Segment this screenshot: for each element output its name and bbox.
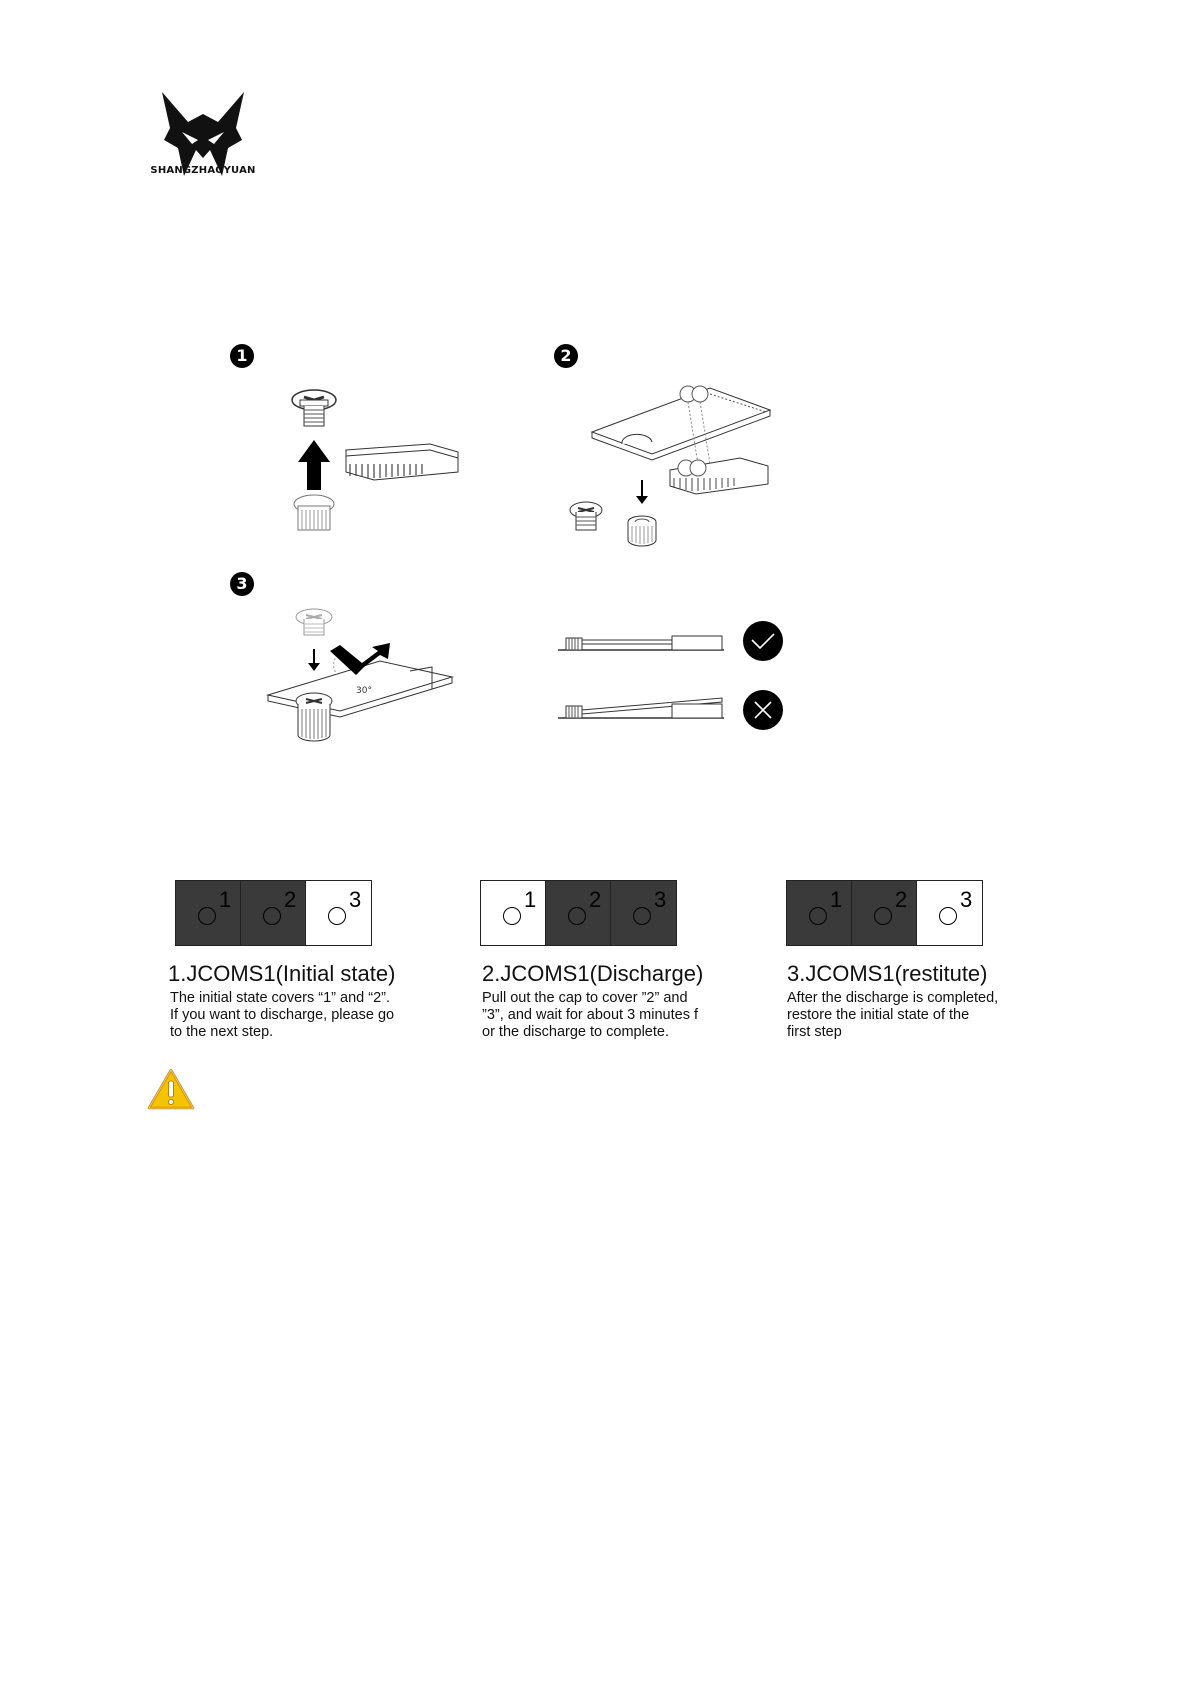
jumper-pin-cell xyxy=(306,881,371,945)
pin-number: 2 xyxy=(895,887,908,912)
pin-number: 1 xyxy=(219,887,232,912)
angle-label: 30° xyxy=(356,686,372,696)
pin-circle-icon xyxy=(568,907,586,925)
correct-side-view xyxy=(556,622,726,656)
jumper-pin-cell xyxy=(241,881,306,945)
desc-line: The initial state covers “1” and “2”. xyxy=(170,990,391,1006)
jumper-pin-cell xyxy=(611,881,676,945)
desc-line: or the discharge to complete. xyxy=(482,1024,669,1040)
desc-line: If you want to discharge, please go xyxy=(170,1007,395,1023)
desc-line: first step xyxy=(787,1024,842,1040)
jumper-pin-cell xyxy=(481,881,546,945)
pin-circle-icon xyxy=(503,907,521,925)
pin-number: 3 xyxy=(960,887,973,912)
brand-name: SHANGZHAOYUAN xyxy=(150,165,256,176)
jumper-diagram-discharge xyxy=(480,880,677,946)
state-desc-discharge xyxy=(482,990,752,1041)
pin-number: 3 xyxy=(349,887,362,912)
pin-circle-icon xyxy=(874,907,892,925)
incorrect-side-view xyxy=(556,690,726,724)
state-desc-restitute xyxy=(787,990,1057,1041)
jumper-diagram-restitute xyxy=(786,880,983,946)
check-icon xyxy=(742,620,784,662)
pin-number: 1 xyxy=(830,887,843,912)
pin-circle-icon xyxy=(809,907,827,925)
jumper-pin-cell xyxy=(176,881,241,945)
step-1-badge: 1 xyxy=(230,344,254,368)
desc-line: Pull out the cap to cover ”2” and xyxy=(482,990,688,1006)
step-3-badge: 3 xyxy=(230,572,254,596)
desc-line: After the discharge is completed, xyxy=(787,990,999,1006)
pin-circle-icon xyxy=(939,907,957,925)
jumper-pin-cell xyxy=(787,881,852,945)
pin-number: 2 xyxy=(589,887,602,912)
pin-circle-icon xyxy=(633,907,651,925)
desc-line: ”3”, and wait for about 3 minutes f xyxy=(482,1007,698,1023)
jumper-pin-cell xyxy=(917,881,982,945)
ssd-insert-illustration xyxy=(560,380,780,550)
cross-icon xyxy=(742,689,784,731)
ssd-fasten-illustration xyxy=(260,605,460,745)
pin-circle-icon xyxy=(198,907,216,925)
pin-number: 3 xyxy=(654,887,667,912)
desc-line: restore the initial state of the xyxy=(787,1007,970,1023)
pin-circle-icon xyxy=(328,907,346,925)
pin-number: 2 xyxy=(284,887,297,912)
warning-triangle-icon xyxy=(147,1067,195,1111)
screw-removal-illustration xyxy=(290,380,470,540)
jumper-pin-cell xyxy=(852,881,917,945)
pin-number: 1 xyxy=(524,887,537,912)
state-title-initial: 1.JCOMS1(Initial state) xyxy=(168,961,396,986)
state-title-restitute: 3.JCOMS1(restitute) xyxy=(787,961,988,986)
desc-line: to the next step. xyxy=(170,1024,274,1040)
pin-circle-icon xyxy=(263,907,281,925)
state-title-discharge: 2.JCOMS1(Discharge) xyxy=(482,961,704,986)
step-2-badge: 2 xyxy=(554,344,578,368)
jumper-diagram-initial xyxy=(175,880,372,946)
jumper-pin-cell xyxy=(546,881,611,945)
state-desc-initial xyxy=(170,990,440,1041)
